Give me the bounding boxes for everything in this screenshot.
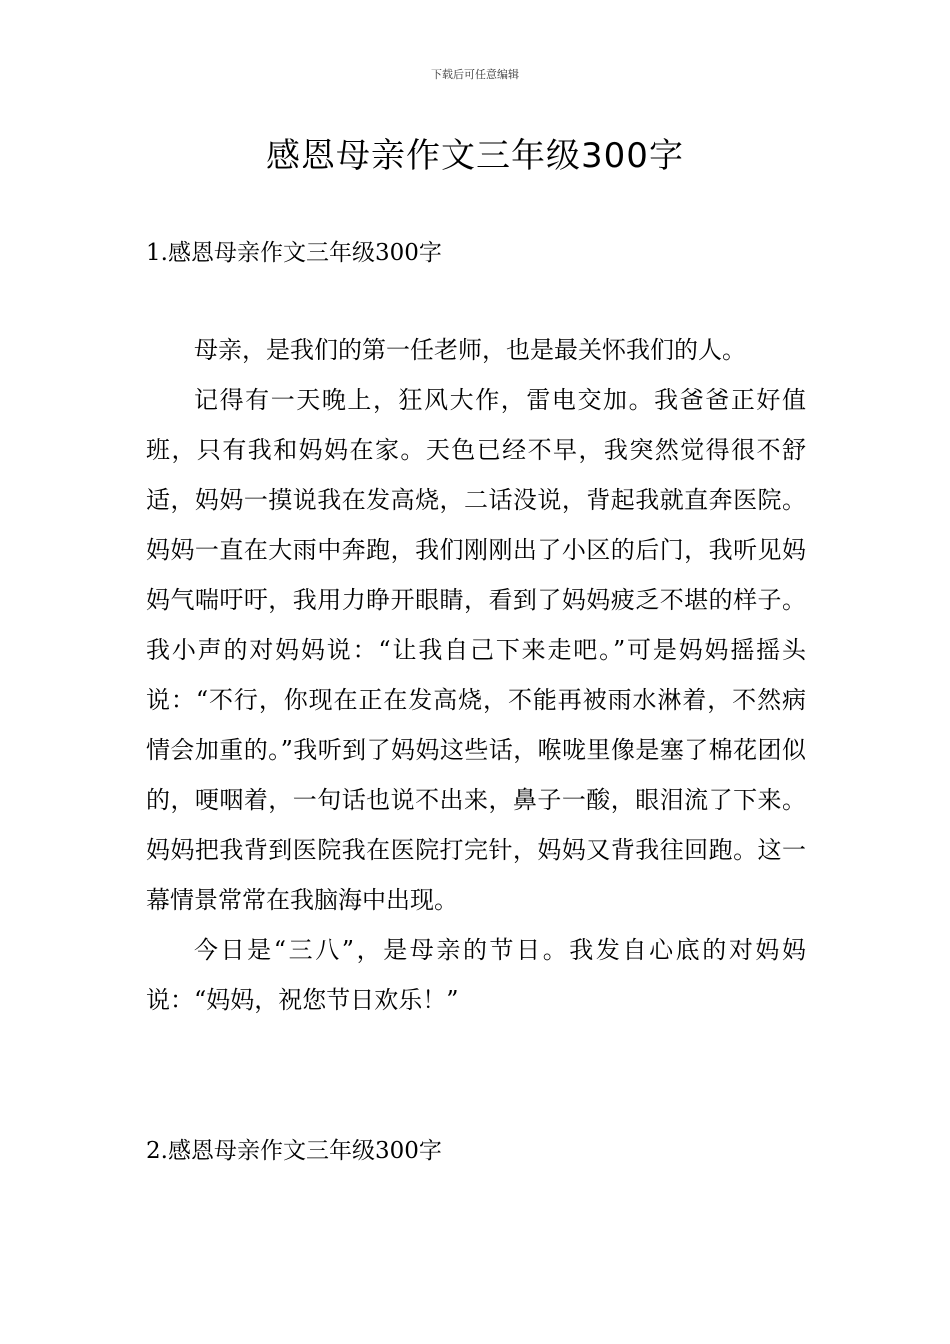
paragraph-1: 母亲，是我们的第一任老师，也是最关怀我们的人。: [194, 336, 746, 364]
header-note: 下载后可任意编辑: [431, 68, 519, 81]
document-title: 感恩母亲作文三年级300字: [266, 136, 684, 176]
section-1-body: [146, 325, 806, 1025]
section-heading-2: 2.感恩母亲作文三年级300字: [146, 1138, 442, 1164]
paragraph-2: 记得有一天晚上，狂风大作，雷电交加。我爸爸正好值班，只有我和妈妈在家。天色已经不早，我突然觉得很不舒适，妈妈一摸说我在发高烧，二话没说，背起我就直奔医院。妈妈一直在大雨中奔跑，我们刚刚出了小区的后门，我听见妈妈气喘吁吁，我用力睁开眼睛，看到了妈妈疲乏不堪的样子。我小声的对妈妈说：“让我自己下来走吧。”可是妈妈摇摇头说：“不行，你现在正在发高烧，不能再被雨水淋着，不然病情会加重的。”我听到了妈妈这些话，喉咙里像是塞了棉花团似的，哽咽着，一句话也说不出来，鼻子一酸，眼泪流了下来。妈妈把我背到医院我在医院打完针，妈妈又背我往回跑。这一幕情景常常在我脑海中出现。: [146, 386, 806, 914]
paragraph-3: 今日是“三八”，是母亲的节日。我发自心底的对妈妈说：“妈妈，祝您节日欢乐！”: [146, 936, 806, 1014]
section-heading-1: 1.感恩母亲作文三年级300字: [146, 240, 442, 266]
